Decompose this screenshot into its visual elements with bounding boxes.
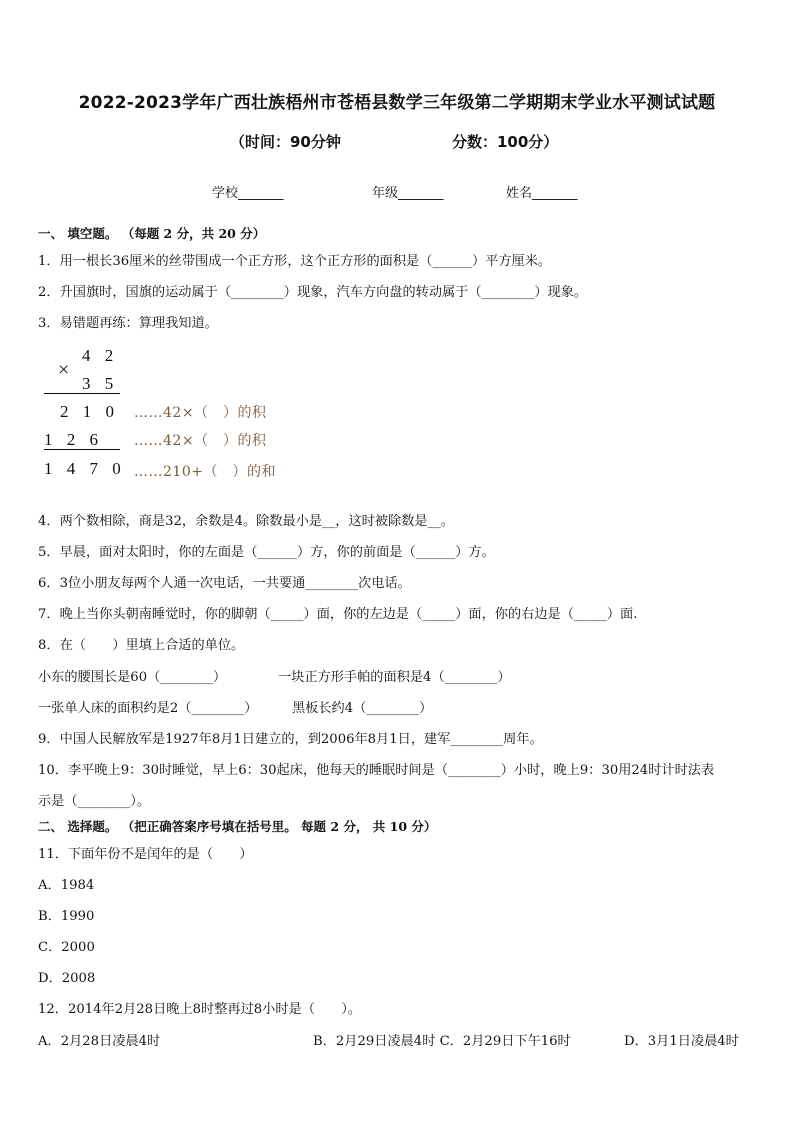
divider-line (44, 393, 120, 394)
divider-line (44, 449, 120, 450)
exam-time: （时间：90分钟 (230, 133, 341, 151)
question-12: 12．2014年2月28日晚上8时整再过8小时是（ ）。 (38, 1002, 362, 1017)
partial-product-2: 1 2 6 (44, 430, 103, 449)
question-8: 8．在（ ）里填上合适的单位。 (38, 638, 245, 653)
option-c: C．2000 (38, 940, 95, 955)
note-2: ……42×（ ）的积 (134, 433, 267, 449)
grade-field: 年级_______ (372, 186, 444, 201)
question-8c: 一张单人床的面积约是2（________） (38, 701, 258, 716)
question-4: 4．两个数相除，商是32，余数是4。除数最小是__，这时被除数是__。 (38, 514, 454, 529)
name-field: 姓名_______ (506, 186, 578, 201)
page-title: 2022-2023学年广西壮族梧州市苍梧县数学三年级第二学期期末学业水平测试试题 (78, 93, 716, 113)
question-7: 7．晚上当你头朝南睡觉时，你的脚朝（_____）面，你的左边是（_____）面，你的右边是（_____）面. (38, 607, 638, 622)
section-choice: 二、 选择题。 （把正确答案序号填在括号里。 每题 2 分， 共 10 分） (38, 819, 437, 834)
exam-score: 分数：100分） (452, 133, 559, 151)
question-6: 6．3位小朋友每两个人通一次电话，一共要通________次电话。 (38, 576, 411, 591)
option-d: D．2008 (38, 971, 96, 986)
question-8b: 一块正方形手帕的面积是4（________） (278, 670, 511, 685)
question-3: 3．易错题再练：算理我知道。 (38, 316, 218, 331)
option-d: D．3月1日凌晨4时 (624, 1034, 739, 1049)
option-b-c: B．2月29日凌晨4时 C．2月29日下午16时 (313, 1034, 571, 1049)
question-10-cont: 示是（________）。 (38, 794, 151, 809)
question-5: 5．早晨，面对太阳时，你的左面是（______）方，你的前面是（______）方。 (38, 545, 495, 560)
option-a: A．2月28日凌晨4时 (38, 1034, 161, 1049)
note-3: ……210+（ ）的和 (134, 464, 276, 480)
question-10: 10．李平晚上9：30时睡觉，早上6：30起床，他每天的睡眠时间是（________）小时，晚上9：30用24时计时法表 (38, 763, 715, 778)
note-1: ……42×（ ）的积 (134, 405, 267, 421)
multiplicand: 4 2 (82, 346, 119, 365)
final-product: 1 4 7 0 (44, 459, 126, 478)
question-2: 2．升国旗时，国旗的运动属于（________）现象，汽车方向盘的转动属于（________）现象。 (38, 285, 588, 300)
partial-product-1: 2 1 0 (60, 402, 119, 421)
multiply-sign: × (58, 359, 70, 381)
option-a: A．1984 (38, 878, 95, 893)
question-11: 11．下面年份不是闰年的是（ ） (38, 847, 253, 862)
multiplier: 3 5 (82, 374, 119, 393)
school-field: 学校_______ (212, 186, 284, 201)
section-fill-in: 一、 填空题。 （每题 2 分，共 20 分） (38, 226, 266, 241)
option-b: B．1990 (38, 909, 95, 924)
question-8d: 黑板长约4（________） (292, 701, 433, 716)
question-1: 1．用一根长36厘米的丝带围成一个正方形，这个正方形的面积是（______）平方厘米。 (38, 254, 552, 269)
question-9: 9．中国人民解放军是1927年8月1日建立的，到2006年8月1日，建军________周年。 (38, 732, 543, 747)
question-8a: 小东的腰围长是60（________） (38, 670, 227, 685)
